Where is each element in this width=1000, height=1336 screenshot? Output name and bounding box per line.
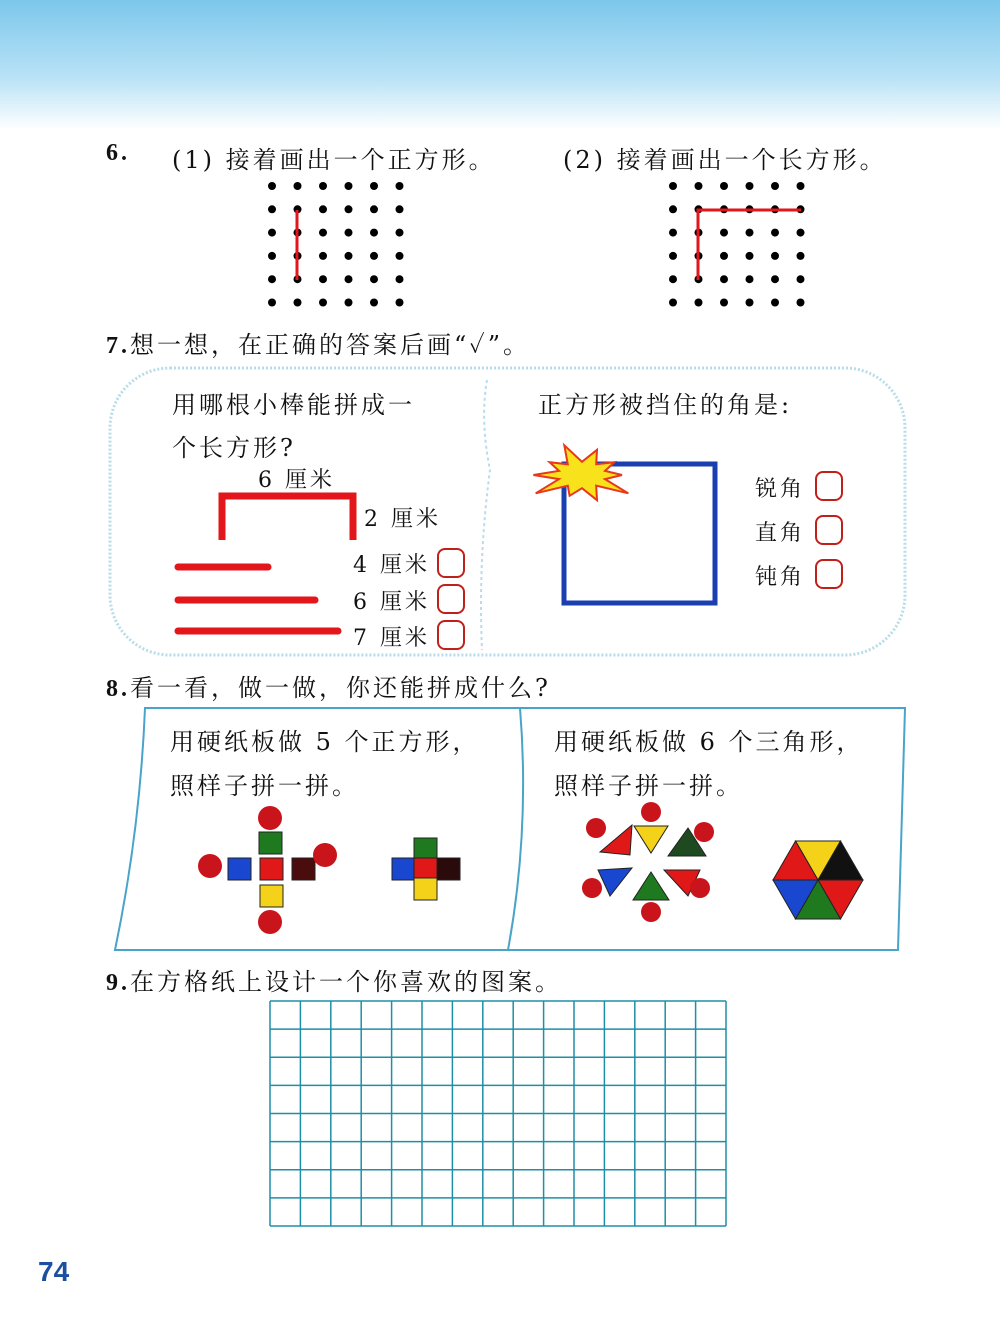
dot: [319, 275, 327, 283]
q8-right-line1: 用硬纸板做 6 个三角形，: [554, 728, 864, 756]
dot: [797, 275, 805, 283]
q6-part2: (2) 接着画出一个长方形。: [563, 146, 887, 174]
dot: [268, 299, 276, 307]
option-4cm-label: 4 厘米: [353, 553, 430, 578]
darkred-square: [292, 858, 315, 880]
dot: [669, 182, 677, 190]
dog-icon: [694, 822, 714, 842]
dot: [268, 275, 276, 283]
q7-left-line1: 用哪根小棒能拼成一: [172, 391, 415, 419]
q7-number: 7.: [106, 333, 130, 359]
dot: [797, 299, 805, 307]
checkbox-right-angle[interactable]: [815, 515, 843, 545]
dot: [720, 182, 728, 190]
dot: [370, 182, 378, 190]
dot: [771, 229, 779, 237]
dot: [669, 229, 677, 237]
dot: [771, 252, 779, 260]
q8-left-line1: 用硬纸板做 5 个正方形，: [170, 728, 480, 756]
dog-icon: [198, 854, 222, 878]
dog-icon: [586, 818, 606, 838]
dot: [746, 299, 754, 307]
checkbox-4cm[interactable]: [437, 548, 465, 578]
checkbox-acute[interactable]: [815, 471, 843, 501]
dot: [319, 229, 327, 237]
dot: [396, 205, 404, 213]
dot: [797, 252, 805, 260]
dot: [396, 182, 404, 190]
dot: [669, 299, 677, 307]
dot: [396, 229, 404, 237]
dot: [720, 275, 728, 283]
dot: [370, 299, 378, 307]
dog-icon: [690, 878, 710, 898]
dot: [771, 275, 779, 283]
page-number: 74: [38, 1256, 70, 1287]
dog-icon: [313, 843, 337, 867]
dog-icon: [641, 902, 661, 922]
q7-prompt: 想一想，在正确的答案后画“✓”。: [130, 331, 531, 359]
dot: [268, 182, 276, 190]
dot: [268, 229, 276, 237]
yellow-square: [260, 885, 283, 907]
dog-icon: [641, 802, 661, 822]
q6-number: 6.: [106, 140, 130, 166]
dot: [396, 275, 404, 283]
option-6cm-label: 6 厘米: [353, 590, 430, 615]
q7-right-title: 正方形被挡住的角是:: [538, 391, 793, 419]
dot: [771, 299, 779, 307]
dot: [345, 275, 353, 283]
dot: [695, 182, 703, 190]
q9-number: 9.: [106, 970, 130, 996]
dot: [268, 205, 276, 213]
side-stick-label: 2 厘米: [364, 507, 441, 532]
dot: [268, 252, 276, 260]
q9-prompt: 在方格纸上设计一个你喜欢的图案。: [130, 968, 562, 996]
triangle: [633, 872, 669, 900]
right-angle-label: 直角: [755, 521, 806, 546]
stick-frame: [222, 496, 353, 540]
rectangle-start-line: [698, 210, 801, 280]
acute-label: 锐角: [755, 477, 806, 502]
dog-icon: [258, 806, 282, 830]
q7-left-line2: 个长方形?: [172, 434, 296, 462]
dot: [294, 182, 302, 190]
yellow-square: [414, 878, 437, 900]
dot: [396, 299, 404, 307]
dot: [345, 252, 353, 260]
dot: [319, 182, 327, 190]
checkbox-7cm[interactable]: [437, 620, 465, 650]
dot: [746, 182, 754, 190]
dark-square: [437, 858, 460, 880]
dot: [669, 275, 677, 283]
dot: [746, 275, 754, 283]
dot: [345, 205, 353, 213]
checkbox-obtuse[interactable]: [815, 559, 843, 589]
dot: [669, 205, 677, 213]
dot: [370, 229, 378, 237]
red-square: [260, 858, 283, 880]
dog-icon: [582, 878, 602, 898]
obtuse-label: 钝角: [755, 565, 806, 590]
dot: [771, 182, 779, 190]
dot: [746, 252, 754, 260]
dot: [797, 229, 805, 237]
dot: [345, 229, 353, 237]
q8-right-line2: 照样子拼一拼。: [554, 772, 743, 800]
dot: [370, 252, 378, 260]
dot: [319, 299, 327, 307]
q8-left-line2: 照样子拼一拼。: [170, 772, 359, 800]
dot: [797, 182, 805, 190]
top-stick-label: 6 厘米: [258, 468, 335, 493]
green-square: [414, 838, 437, 860]
triangle: [634, 826, 668, 853]
q8-number: 8.: [106, 676, 130, 702]
dot: [345, 182, 353, 190]
q8-divider: [508, 708, 523, 950]
option-7cm-label: 7 厘米: [353, 626, 430, 651]
dot: [294, 299, 302, 307]
red-square: [414, 858, 437, 880]
q6-part1: (1) 接着画出一个正方形。: [172, 146, 496, 174]
q8-prompt: 看一看，做一做，你还能拼成什么?: [130, 674, 551, 702]
dot: [396, 252, 404, 260]
dot: [319, 205, 327, 213]
dot: [345, 299, 353, 307]
green-square: [259, 832, 282, 854]
q7-divider: [481, 380, 490, 650]
dog-icon: [258, 910, 282, 934]
starburst-icon: [533, 445, 628, 500]
triangle: [598, 868, 632, 896]
dot: [720, 252, 728, 260]
blue-square: [392, 858, 415, 880]
dot: [746, 229, 754, 237]
dot: [319, 252, 327, 260]
dot: [370, 275, 378, 283]
blue-square: [228, 858, 251, 880]
dot: [695, 299, 703, 307]
dot: [720, 229, 728, 237]
dot: [669, 252, 677, 260]
dot: [720, 299, 728, 307]
checkbox-6cm[interactable]: [437, 584, 465, 614]
dot: [370, 205, 378, 213]
